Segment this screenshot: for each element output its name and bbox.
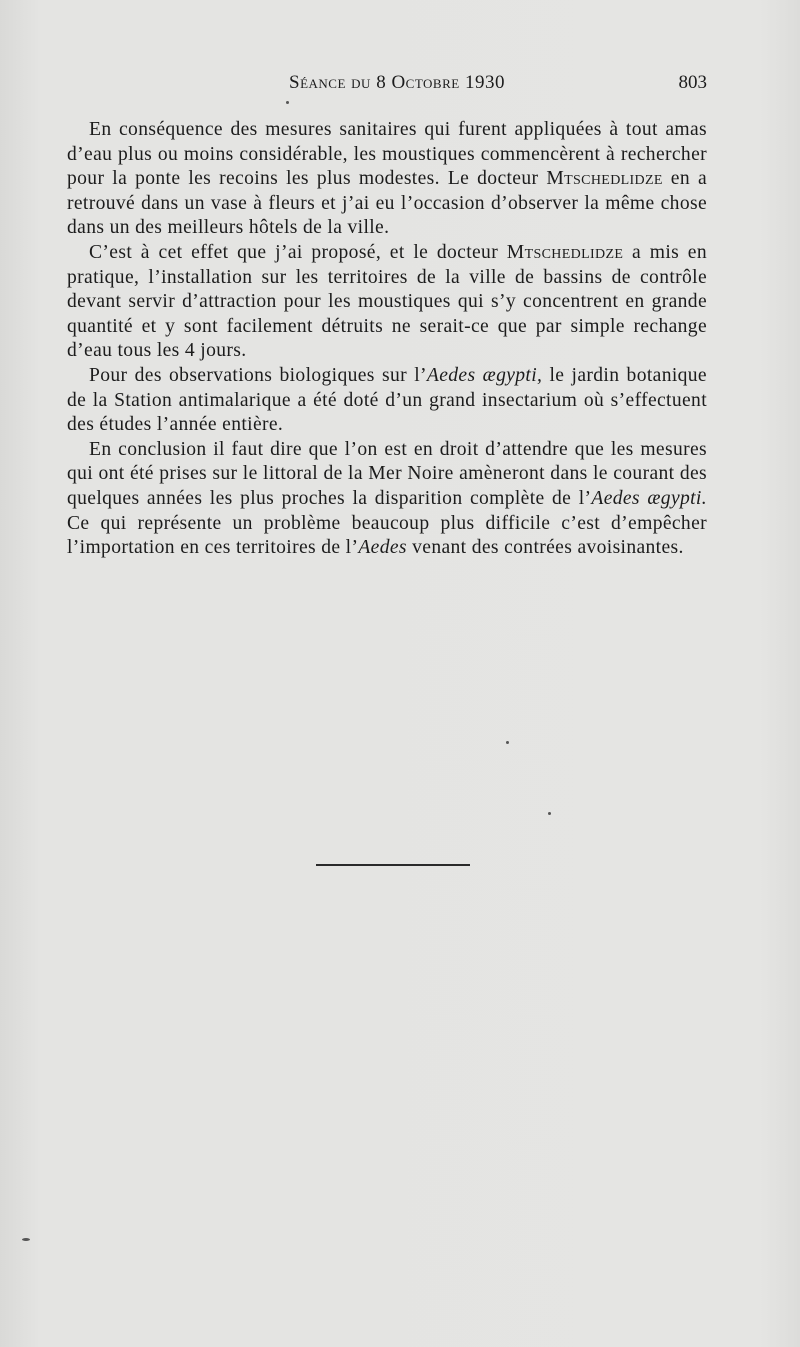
text-run: En conséquence des mesures sanitaires qui furent appliquées à tout amas d’eau plus ou moins considérable, les moustiques commencèrent à rechercher pour la ponte les recoins les plus modestes. Le docteur [67, 119, 707, 190]
species-name: Aedes [358, 537, 407, 559]
text-run: Ce qui représente un problème beaucoup plus difficile c’est d’empêcher l’importation en ces territoires de l’ [67, 512, 707, 559]
paper-speck [506, 741, 509, 744]
running-title: Séance du 8 Octobre 1930 [289, 72, 505, 93]
paragraph-3 [67, 364, 707, 438]
body-text [67, 118, 707, 561]
paper-speck [286, 101, 289, 104]
paragraph-2 [67, 241, 707, 364]
page-header [67, 72, 707, 100]
text-run: Pour des observations biologiques sur l’ [89, 364, 427, 386]
text-run: a mis en pratique, l’installation sur les territoires de la ville de bassins de contrôle devant servir d’attraction pour les moustiques qui s’y concentrent en grande quantité et y sont facilement détruits ne serait-ce que par simple rechange d’eau tous les 4 jours. [67, 241, 707, 362]
paper-speck [22, 1238, 30, 1241]
author-name: Mtschedlidze [506, 241, 624, 263]
text-run: en a retrouvé dans un vase à fleurs et j’ai eu l’occasion d’observer la même chose dans un des meilleurs hôtels de la ville. [67, 168, 707, 239]
end-rule [316, 864, 470, 866]
paper-speck [548, 812, 551, 815]
text-run: En conclusion il faut dire que l’on est en droit d’attendre que les mesures qui ont été prises sur le littoral de la Mer Noire amèneront dans le courant des quelques années les plus proches la disparition complète de l’ [67, 438, 707, 509]
text-run: venant des contrées avoisinantes. [406, 537, 684, 559]
author-name: Mtschedlidze [546, 168, 663, 190]
species-name: Aedes ægypti, [426, 364, 543, 386]
paragraph-1 [67, 118, 707, 241]
text-run: C’est à cet effet que j’ai proposé, et le docteur [89, 241, 507, 263]
page-number: 803 [678, 72, 707, 93]
paragraph-4 [67, 438, 707, 561]
species-name: Aedes ægypti. [591, 487, 707, 509]
text-run: le jardin botanique de la Station antimalarique a été doté d’un grand insectarium où s’effectuent des études l’année entière. [67, 364, 707, 436]
